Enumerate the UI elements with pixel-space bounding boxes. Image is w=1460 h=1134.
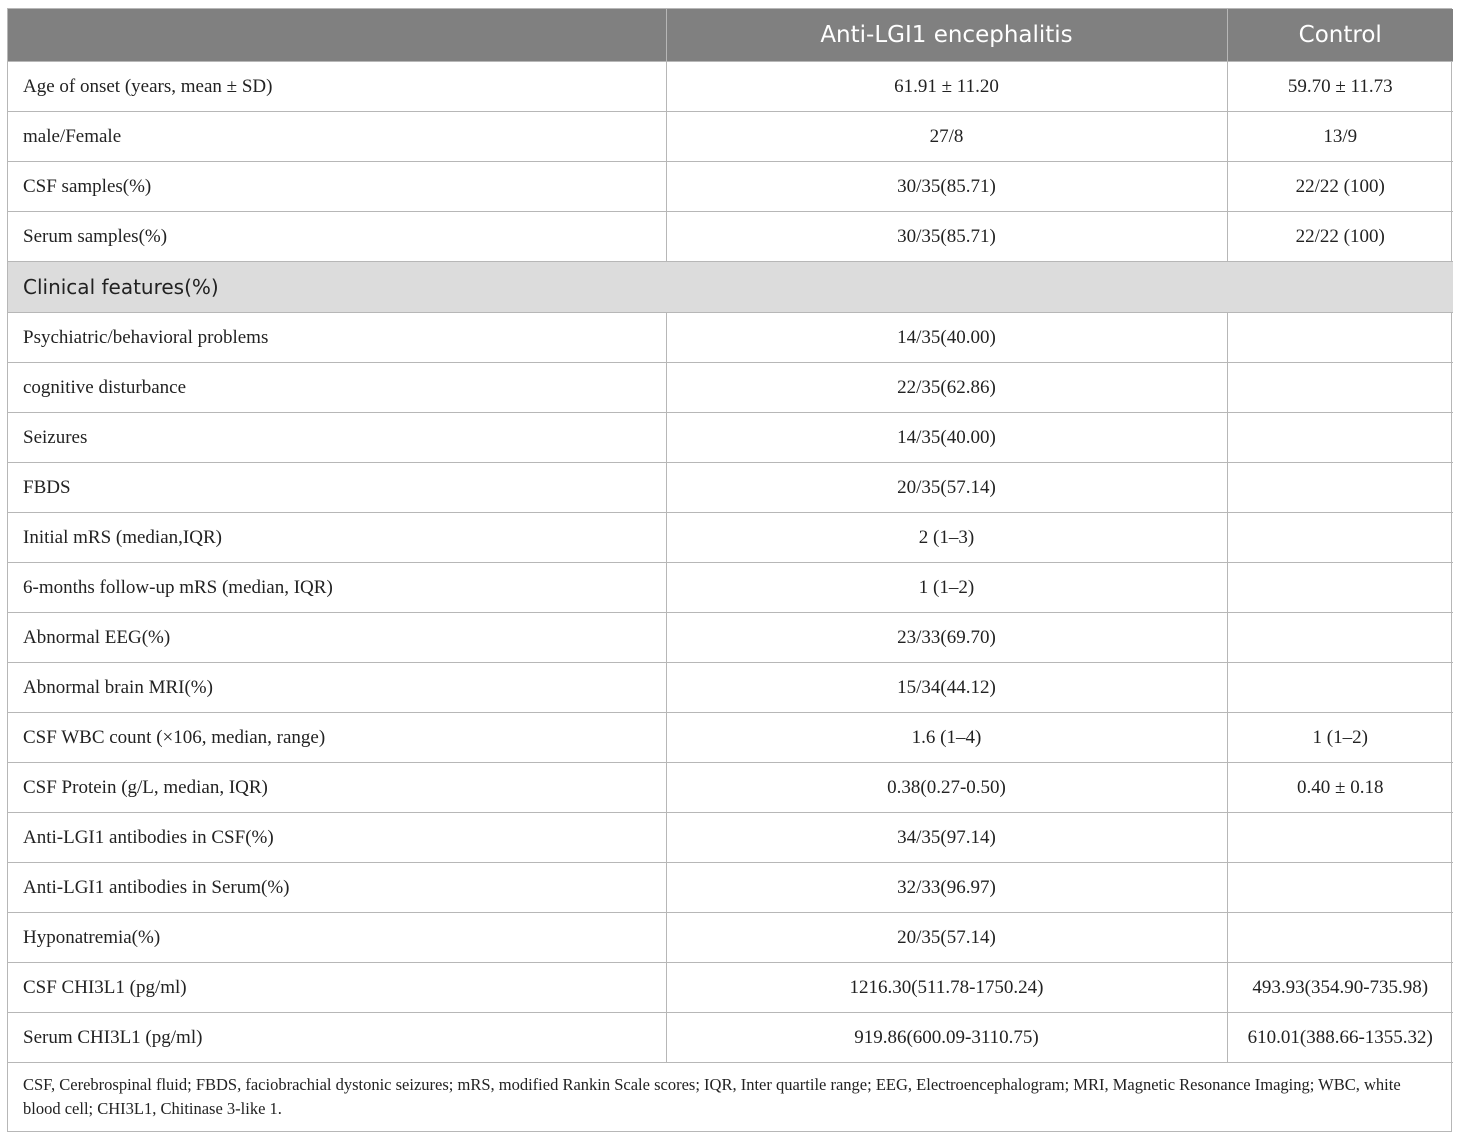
row-label: Abnormal EEG(%) [8, 613, 666, 663]
row-label: Serum samples(%) [8, 212, 666, 262]
row-label: CSF Protein (g/L, median, IQR) [8, 763, 666, 813]
lgi1-value: 1216.30(511.78-1750.24) [666, 963, 1227, 1013]
table-row [8, 363, 1453, 413]
lgi1-value: 23/33(69.70) [666, 613, 1227, 663]
lgi1-value: 14/35(40.00) [666, 413, 1227, 463]
table-footer [8, 1063, 1453, 1132]
section-row [8, 262, 1453, 313]
control-value [1227, 913, 1453, 963]
lgi1-value: 14/35(40.00) [666, 313, 1227, 363]
row-label: Hyponatremia(%) [8, 913, 666, 963]
lgi1-value: 15/34(44.12) [666, 663, 1227, 713]
table-row [8, 162, 1453, 212]
lgi1-value: 0.38(0.27-0.50) [666, 763, 1227, 813]
control-value [1227, 413, 1453, 463]
control-value: 22/22 (100) [1227, 162, 1453, 212]
table-row [8, 963, 1453, 1013]
row-label: Psychiatric/behavioral problems [8, 313, 666, 363]
row-label: FBDS [8, 463, 666, 513]
control-value: 0.40 ± 0.18 [1227, 763, 1453, 813]
table-row [8, 212, 1453, 262]
control-value [1227, 313, 1453, 363]
section-label: Clinical features(%) [8, 262, 1453, 313]
table-row [8, 1013, 1453, 1063]
row-label: Abnormal brain MRI(%) [8, 663, 666, 713]
control-value [1227, 463, 1453, 513]
lgi1-value: 22/35(62.86) [666, 363, 1227, 413]
lgi1-value: 2 (1–3) [666, 513, 1227, 563]
lgi1-value: 20/35(57.14) [666, 913, 1227, 963]
footnote-row [8, 1063, 1453, 1132]
header-control: Control [1227, 9, 1453, 62]
control-value [1227, 663, 1453, 713]
table-row [8, 62, 1453, 112]
row-label: CSF WBC count (×106, median, range) [8, 713, 666, 763]
table-row [8, 463, 1453, 513]
table-row [8, 913, 1453, 963]
table-row [8, 112, 1453, 162]
row-label: Anti-LGI1 antibodies in CSF(%) [8, 813, 666, 863]
row-label: Age of onset (years, mean ± SD) [8, 62, 666, 112]
row-label: Seizures [8, 413, 666, 463]
control-value [1227, 613, 1453, 663]
table-row [8, 763, 1453, 813]
control-value: 1 (1–2) [1227, 713, 1453, 763]
row-label: male/Female [8, 112, 666, 162]
row-label: CSF samples(%) [8, 162, 666, 212]
control-value: 59.70 ± 11.73 [1227, 62, 1453, 112]
lgi1-value: 1.6 (1–4) [666, 713, 1227, 763]
table-row [8, 513, 1453, 563]
lgi1-value: 30/35(85.71) [666, 162, 1227, 212]
table-row [8, 613, 1453, 663]
header-row [8, 9, 1453, 62]
table-row [8, 313, 1453, 363]
table-row [8, 863, 1453, 913]
row-label: Serum CHI3L1 (pg/ml) [8, 1013, 666, 1063]
footnote: CSF, Cerebrospinal fluid; FBDS, faciobrachial dystonic seizures; mRS, modified Rankin Scale scores; IQR, Inter quartile range; EEG, Electroencephalogram; MRI, Magnetic Resonance Imaging; WBC, white blood cell; CHI3L1, Chitinase 3-like 1. [8, 1063, 1453, 1132]
control-value: 13/9 [1227, 112, 1453, 162]
data-table [8, 9, 1453, 1131]
lgi1-value: 30/35(85.71) [666, 212, 1227, 262]
row-label: cognitive disturbance [8, 363, 666, 413]
row-label: Initial mRS (median,IQR) [8, 513, 666, 563]
lgi1-value: 1 (1–2) [666, 563, 1227, 613]
lgi1-value: 32/33(96.97) [666, 863, 1227, 913]
control-value [1227, 563, 1453, 613]
lgi1-value: 61.91 ± 11.20 [666, 62, 1227, 112]
lgi1-value: 20/35(57.14) [666, 463, 1227, 513]
lgi1-value: 27/8 [666, 112, 1227, 162]
row-label: CSF CHI3L1 (pg/ml) [8, 963, 666, 1013]
control-value [1227, 363, 1453, 413]
table-body [8, 62, 1453, 1063]
control-value: 610.01(388.66-1355.32) [1227, 1013, 1453, 1063]
table-header [8, 9, 1453, 62]
lgi1-value: 34/35(97.14) [666, 813, 1227, 863]
control-value [1227, 813, 1453, 863]
table-row [8, 813, 1453, 863]
table-row [8, 663, 1453, 713]
control-value [1227, 513, 1453, 563]
table-row [8, 563, 1453, 613]
control-value [1227, 863, 1453, 913]
control-value: 22/22 (100) [1227, 212, 1453, 262]
header-variable [8, 9, 666, 62]
row-label: 6-months follow-up mRS (median, IQR) [8, 563, 666, 613]
control-value: 493.93(354.90-735.98) [1227, 963, 1453, 1013]
table-row [8, 713, 1453, 763]
header-anti-lgi1: Anti-LGI1 encephalitis [666, 9, 1227, 62]
clinical-characteristics-table [7, 8, 1452, 1132]
table-row [8, 413, 1453, 463]
row-label: Anti-LGI1 antibodies in Serum(%) [8, 863, 666, 913]
lgi1-value: 919.86(600.09-3110.75) [666, 1013, 1227, 1063]
